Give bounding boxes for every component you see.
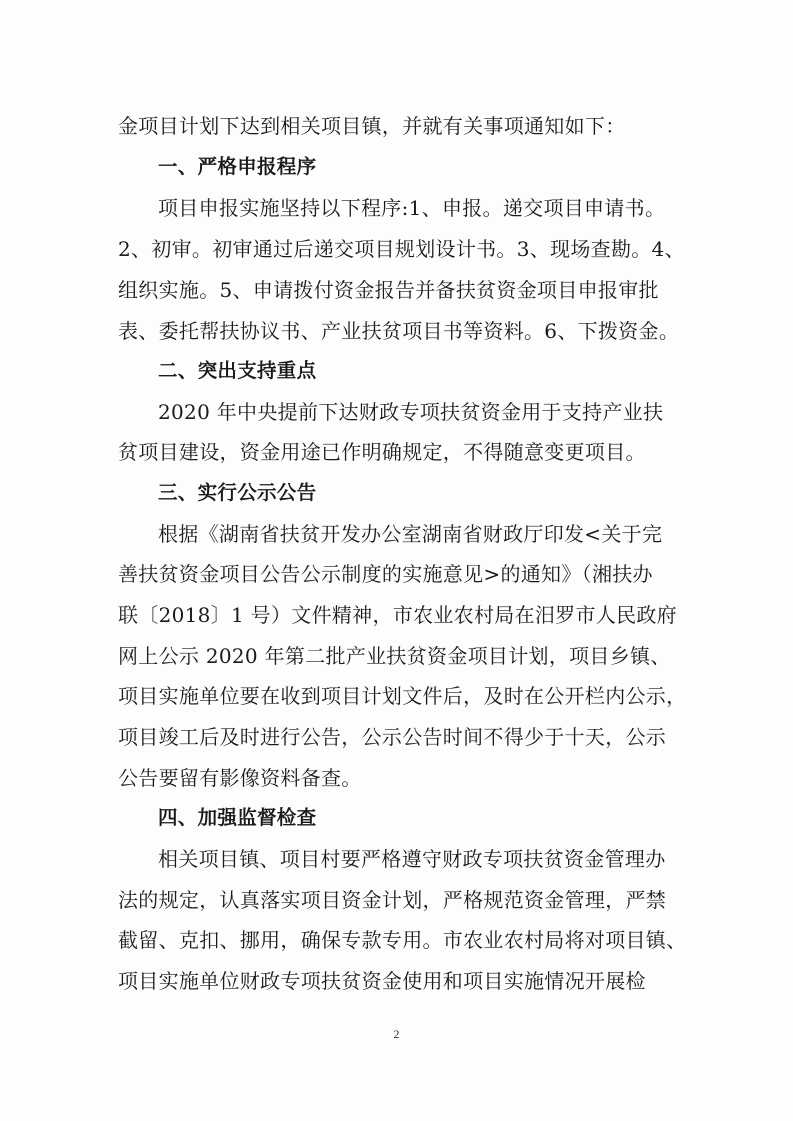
body-line-11: 根据《湖南省扶贫开发办公室湖南省财政厅印发<关于完 (158, 522, 663, 546)
body-line-1: 金项目计划下达到相关项目镇，并就有关事项通知如下： (118, 114, 626, 138)
body-line-5: 组织实施。5、申请拨付资金报告并备扶贫资金项目申报审批 (118, 278, 659, 302)
body-line-14: 网上公示 2020 年第二批产业扶贫资金项目计划，项目乡镇、 (118, 644, 671, 668)
body-line-3: 项目申报实施坚持以下程序:1、申报。递交项目申请书。 (158, 196, 666, 220)
page-number: 2 (393, 1027, 400, 1041)
body-line-6: 表、委托帮扶协议书、产业扶贫项目书等资料。6、下拨资金。 (118, 319, 680, 343)
section-heading-1: 一、严格申报程序 (158, 155, 317, 178)
section-heading-3: 三、实行公示公告 (158, 481, 317, 504)
body-line-12: 善扶贫资金项目公告公示制度的实施意见>的通知》（湘扶办 (118, 562, 653, 586)
body-line-9: 贫项目建设，资金用途已作明确规定，不得随意变更项目。 (118, 440, 646, 464)
body-line-15: 项目实施单位要在收到项目计划文件后，及时在公开栏内公示， (118, 684, 687, 708)
body-line-19: 相关项目镇、项目村要严格遵守财政专项扶贫资金管理办 (158, 847, 666, 871)
body-line-21: 截留、克扣、挪用，确保专款专用。市农业农村局将对项目镇、 (118, 928, 687, 952)
body-line-20: 法的规定，认真落实项目资金计划，严格规范资金管理，严禁 (118, 888, 667, 912)
section-heading-2: 二、突出支持重点 (158, 359, 317, 382)
body-line-8: 2020 年中央提前下达财政专项扶贫资金用于支持产业扶 (158, 400, 664, 424)
body-line-4: 2、初审。初审通过后递交项目规划设计书。3、现场查勘。4、 (118, 237, 685, 261)
body-line-16: 项目竣工后及时进行公告，公示公告时间不得少于十天，公示 (118, 725, 667, 749)
body-line-13: 联〔2018〕1 号）文件精神，市农业农村局在汨罗市人民政府 (118, 603, 677, 627)
section-heading-4: 四、加强监督检查 (158, 806, 317, 829)
body-line-22: 项目实施单位财政专项扶贫资金使用和项目实施情况开展检 (118, 969, 646, 993)
body-line-17: 公告要留有影像资料备查。 (118, 766, 362, 790)
